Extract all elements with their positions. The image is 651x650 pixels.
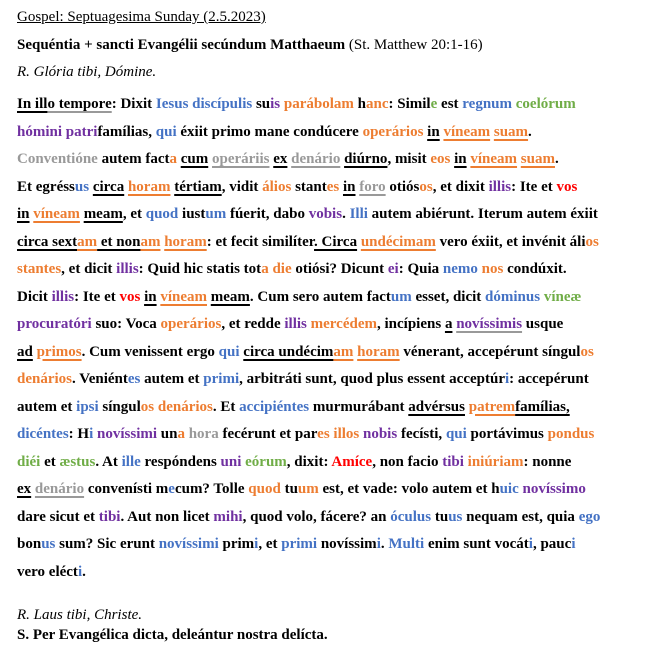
text-segment: diúrno <box>344 151 388 167</box>
gospel-line <box>17 504 639 532</box>
text-segment: , dixit: <box>286 453 332 470</box>
gospel-line <box>17 201 639 229</box>
text-segment: novíssimis <box>456 316 523 332</box>
text-segment: vobis <box>308 206 343 222</box>
text-segment: stant <box>291 178 327 195</box>
text-segment: stantes <box>17 261 62 277</box>
text-segment: qui <box>445 426 467 442</box>
text-segment: us <box>74 178 90 195</box>
gospel-line <box>17 91 639 119</box>
text-segment: Iesus discípulis <box>155 96 253 112</box>
text-segment: , pauc <box>532 536 572 552</box>
text-segment: in <box>342 178 356 195</box>
text-segment: circa <box>92 178 125 195</box>
text-segment: autem et <box>17 398 77 415</box>
text-segment: am <box>77 233 98 250</box>
text-segment: tibi <box>442 453 464 470</box>
text-segment: su <box>252 96 271 112</box>
text-segment: vero eléct <box>17 563 78 580</box>
text-segment: illis <box>51 288 75 305</box>
text-segment: horam <box>164 233 207 250</box>
text-segment: : Quia <box>398 261 443 277</box>
text-segment: nequam est, quia <box>462 508 579 525</box>
text-segment: tu <box>280 481 298 497</box>
text-segment: o tempore <box>47 96 112 112</box>
text-segment: suo: Voca <box>91 316 161 332</box>
text-segment: in <box>144 288 157 305</box>
text-segment: ille <box>121 453 141 470</box>
gospel-line <box>17 421 639 449</box>
text-segment: Dicit <box>17 288 52 305</box>
text-segment: , et dicit <box>61 261 117 277</box>
text-segment: novíssimi <box>158 536 219 552</box>
text-segment: ex <box>273 151 288 167</box>
text-segment: eos <box>430 151 451 167</box>
text-segment: usque <box>522 316 564 332</box>
text-segment: In ill <box>17 96 48 112</box>
text-segment: : Dixit <box>111 96 156 112</box>
text-segment: tértiam <box>174 178 222 195</box>
gospel-line <box>17 531 639 559</box>
text-segment: . Veniént <box>72 371 128 387</box>
text-segment: prim <box>218 536 255 552</box>
text-segment: i <box>528 536 533 552</box>
text-segment: i <box>504 371 510 387</box>
text-segment: vénerant, accepérunt síngul <box>399 343 581 360</box>
text-segment: . Circa <box>314 233 358 250</box>
text-segment: : Quid hic statis tot <box>138 261 262 277</box>
text-segment: . <box>554 151 559 167</box>
text-segment: os <box>585 233 599 250</box>
text-segment: accipiéntes <box>239 398 310 415</box>
text-segment: , arbitráti sunt, quod plus essent acceptúr <box>239 371 505 387</box>
text-segment: in <box>454 151 467 167</box>
text-segment: anc <box>366 96 389 112</box>
text-segment: víneam <box>33 206 80 222</box>
text-segment: famílias, <box>515 398 570 415</box>
text-segment: , et <box>122 206 146 222</box>
text-segment: primi <box>281 536 318 552</box>
text-segment: foro <box>359 178 386 195</box>
gospel-text <box>17 91 639 586</box>
text-segment: . Et <box>212 398 240 415</box>
text-segment: in <box>427 123 440 140</box>
gospel-line <box>17 146 639 174</box>
text-segment: . <box>342 206 350 222</box>
text-segment: am <box>333 343 354 360</box>
text-segment: advérsus <box>408 398 465 415</box>
text-segment: circa undécim <box>243 343 334 360</box>
text-segment: i <box>254 536 259 552</box>
text-segment: a <box>169 151 177 167</box>
text-segment: primos <box>36 343 82 360</box>
text-segment: quod <box>248 481 281 497</box>
text-segment: víneam <box>470 151 518 167</box>
text-segment: novíssim <box>317 536 377 552</box>
text-segment: et <box>40 453 60 470</box>
text-segment: is <box>270 96 281 112</box>
text-segment: et non <box>97 233 141 250</box>
text-segment: operários <box>362 123 424 140</box>
text-segment: : accepérunt <box>509 371 589 387</box>
text-segment: bon <box>17 536 42 552</box>
text-segment: undécimam <box>360 233 436 250</box>
text-segment: cum? Tolle <box>174 481 249 497</box>
text-segment: procuratóri <box>17 316 92 332</box>
text-segment: i <box>89 426 94 442</box>
text-segment: uni <box>220 453 242 470</box>
text-segment: ego <box>578 508 601 525</box>
text-segment: diéi <box>17 453 41 470</box>
text-segment: qui <box>218 343 240 360</box>
text-segment: vos <box>556 178 578 195</box>
text-segment: quod <box>145 206 179 222</box>
gospel-line <box>17 174 639 202</box>
text-segment: die <box>272 261 292 277</box>
text-segment: dare sicut et <box>17 508 99 525</box>
text-segment: denários <box>157 398 213 415</box>
text-segment: fecérunt et par <box>218 426 318 442</box>
text-segment: es <box>326 178 340 195</box>
text-segment: autem et <box>140 371 204 387</box>
text-segment: éxiit primo mane condúcere <box>176 123 363 140</box>
text-segment: um <box>390 288 412 305</box>
text-segment: ex <box>17 481 32 497</box>
gospel-line <box>17 559 639 587</box>
text-segment: víneam <box>160 288 208 305</box>
text-segment: meam <box>210 288 250 305</box>
text-segment: esset, dicit <box>411 288 486 305</box>
text-segment: dóminus <box>485 288 541 305</box>
text-segment: es <box>127 371 141 387</box>
gospel-line <box>17 229 639 257</box>
text-segment: ipsi <box>76 398 99 415</box>
text-segment: am <box>140 233 161 250</box>
text-segment: . Cum venissent ergo <box>81 343 219 360</box>
text-segment: circa sext <box>17 233 78 250</box>
text-segment: enim sunt vocát <box>424 536 529 552</box>
text-segment: Et egréss <box>17 178 75 195</box>
text-segment: a <box>261 261 269 277</box>
page-title: Gospel: Septuagesima Sunday (2.5.2023) <box>17 9 266 25</box>
text-segment: horam <box>127 178 171 195</box>
text-segment: operáriis <box>211 151 270 167</box>
text-segment: famílias, <box>97 123 156 140</box>
text-segment: æstus <box>59 453 96 470</box>
text-segment: es <box>317 426 330 442</box>
text-segment: . Cum sero autem fact <box>249 288 391 305</box>
text-segment: est, et vade: volo autem et h <box>318 481 500 497</box>
text-segment: i <box>77 563 83 580</box>
text-segment: , non facio <box>372 453 443 470</box>
text-segment: illis <box>116 261 139 277</box>
text-segment: , quod volo, fácere? an <box>242 508 391 525</box>
text-segment: i <box>376 536 381 552</box>
gospel-line <box>17 119 639 147</box>
text-segment: portávimus <box>466 426 548 442</box>
text-segment: horam <box>357 343 400 360</box>
text-segment: : nonne <box>523 453 572 470</box>
gospel-heading-main: Sequéntia + sancti Evangélii secúndum Matthaeum <box>17 37 346 53</box>
text-segment: condúxit. <box>503 261 567 277</box>
text-segment: fecísti, <box>397 426 446 442</box>
gospel-line <box>17 311 639 339</box>
gospel-line <box>17 339 639 367</box>
text-segment: un <box>157 426 178 442</box>
text-segment: , incípiens <box>377 316 445 332</box>
text-segment: denário <box>291 151 341 167</box>
text-segment: fúerit, dabo <box>226 206 309 222</box>
text-segment: , misit <box>387 151 431 167</box>
text-segment: parábolam <box>283 96 354 112</box>
text-segment: patrem <box>468 398 516 415</box>
text-segment: suam <box>493 123 529 140</box>
text-segment: Multi <box>388 536 425 552</box>
text-segment: óculus <box>390 508 432 525</box>
text-segment: iust <box>178 206 206 222</box>
text-segment: ad <box>17 343 33 360</box>
text-segment: illos <box>333 426 360 442</box>
text-segment: os <box>580 343 594 360</box>
text-segment: tu <box>431 508 449 525</box>
text-segment: us <box>448 508 463 525</box>
text-segment: síngul <box>98 398 141 415</box>
text-segment: suam <box>520 151 555 167</box>
text-segment: vos <box>119 288 141 305</box>
text-segment: h <box>353 96 367 112</box>
text-segment: : Ite et <box>511 178 557 195</box>
text-segment: : Simil <box>388 96 431 112</box>
text-segment: , et dixit <box>432 178 489 195</box>
text-segment: a <box>177 426 185 442</box>
gospel-line <box>17 476 639 504</box>
text-segment: dicéntes <box>17 426 69 442</box>
text-segment: . At <box>95 453 122 470</box>
text-segment: os <box>419 178 433 195</box>
gospel-heading <box>17 36 639 54</box>
text-segment: denários <box>17 371 73 387</box>
text-segment: operários <box>160 316 222 332</box>
text-segment: : H <box>68 426 90 442</box>
text-segment: . <box>528 123 532 140</box>
text-segment: mercédem <box>310 316 377 332</box>
text-segment: novíssimi <box>97 426 158 442</box>
gospel-line <box>17 256 639 284</box>
text-segment: eórum <box>245 453 287 470</box>
text-segment: uic <box>499 481 519 497</box>
text-segment: autem fact <box>97 151 170 167</box>
text-segment: . <box>82 563 86 580</box>
text-segment: um <box>297 481 319 497</box>
text-segment: um <box>205 206 227 222</box>
text-segment: iniúriam <box>467 453 524 470</box>
text-segment: Illi <box>349 206 368 222</box>
text-segment: otiósi? Dicunt <box>291 261 388 277</box>
text-segment: . Aut non licet <box>120 508 214 525</box>
text-segment: illis <box>488 178 512 195</box>
text-segment: sum? Sic erunt <box>55 536 159 552</box>
gospel-line <box>17 449 639 477</box>
text-segment: e <box>168 481 175 497</box>
gospel-line <box>17 366 639 394</box>
text-segment: , et <box>258 536 282 552</box>
gospel-line <box>17 284 639 312</box>
text-segment: tibi <box>98 508 121 525</box>
text-segment: i <box>571 536 576 552</box>
text-segment: meam <box>83 206 123 222</box>
text-segment: álios <box>262 178 292 195</box>
text-segment: vero éxiit, et invénit áli <box>435 233 586 250</box>
text-segment: ei <box>387 261 399 277</box>
text-segment: nemo <box>442 261 478 277</box>
text-segment: otiós <box>385 178 420 195</box>
text-segment: : et fecit similíter <box>206 233 315 250</box>
text-segment: denário <box>34 481 85 497</box>
text-segment: convenísti m <box>84 481 169 497</box>
text-segment: autem abiérunt. Iterum autem éxiit <box>367 206 598 222</box>
text-segment: hora <box>188 426 219 442</box>
text-segment: est <box>437 96 463 112</box>
gospel-heading-ref: (St. Matthew 20:1-16) <box>348 37 483 53</box>
text-segment: illis <box>284 316 307 332</box>
text-segment: nos <box>481 261 504 277</box>
text-segment: mihi <box>213 508 243 525</box>
text-segment: Amíce <box>331 453 373 470</box>
text-segment: a <box>444 316 453 332</box>
text-segment: respóndens <box>140 453 221 470</box>
text-segment: , et redde <box>221 316 285 332</box>
text-segment: víneam <box>443 123 491 140</box>
text-segment: regnum <box>462 96 513 112</box>
text-segment: primi <box>203 371 240 387</box>
text-segment: qui <box>155 123 177 140</box>
closing-prayer: S. Per Evangélica dicta, deleántur nostra delícta. <box>17 627 328 643</box>
text-segment: novíssimo <box>522 481 586 497</box>
text-segment: murmurábant <box>309 398 409 415</box>
text-segment: us <box>41 536 56 552</box>
text-segment: in <box>17 206 30 222</box>
text-segment: víneæ <box>543 288 582 305</box>
text-segment: pondus <box>547 426 595 442</box>
text-segment: cum <box>180 151 209 167</box>
text-segment: os <box>140 398 155 415</box>
text-segment: Conventióne <box>17 151 98 167</box>
gospel-line <box>17 394 639 422</box>
text-segment: : Ite et <box>74 288 120 305</box>
text-segment: hómini patri <box>17 123 98 140</box>
text-segment: , vidit <box>221 178 263 195</box>
text-segment: e <box>430 96 438 112</box>
text-segment: . <box>380 536 389 552</box>
response-gloria: R. Glória tibi, Dómine. <box>17 64 157 80</box>
response-laus: R. Laus tibi, Christe. <box>17 607 143 623</box>
text-segment: coelórum <box>515 96 576 112</box>
text-segment: nobis <box>363 426 398 442</box>
